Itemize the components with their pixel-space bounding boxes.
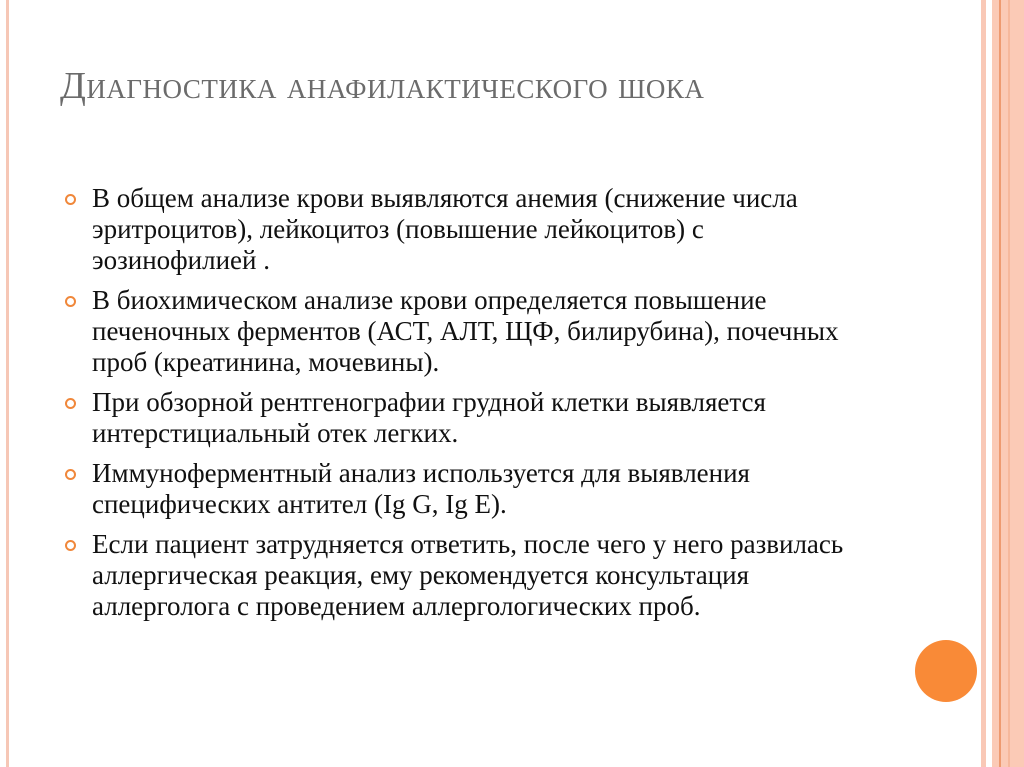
bullet-text: Если пациент затрудняется ответить, после чего у него развилась аллергическая реакция, ему рекомендуется консультация аллерголога с проведением аллергологических проб. — [92, 529, 844, 621]
slide-title: Диагностика анафилактического шока — [60, 65, 705, 107]
bullet-icon — [65, 296, 76, 307]
left-border-line — [6, 0, 9, 767]
bullet-icon — [65, 540, 76, 551]
bullet-text: В общем анализе крови выявляются анемия (снижение числа эритроцитов), лейкоцитоз (повышение лейкоцитов) с эозинофилией . — [92, 183, 798, 275]
list-item — [92, 183, 872, 276]
bullet-icon — [65, 194, 76, 205]
bullet-list — [92, 183, 872, 631]
bullet-icon — [65, 469, 76, 480]
bullet-text: При обзорной рентгенографии грудной клетки выявляется интерстициальный отек легких. — [92, 387, 766, 448]
list-item — [92, 458, 872, 520]
list-item — [92, 285, 872, 378]
list-item — [92, 387, 872, 449]
decor-stripe — [981, 0, 986, 767]
bullet-icon — [65, 398, 76, 409]
bullet-text: В биохимическом анализе крови определяется повышение печеночных ферментов (АСТ, АЛТ, ЩФ, билирубина), почечных проб (креатинина, мочевины). — [92, 285, 839, 377]
decor-stripe-line — [1008, 0, 1010, 767]
list-item — [92, 529, 872, 622]
decor-circle — [915, 640, 977, 702]
decor-stripe-line — [999, 0, 1001, 767]
bullet-text: Иммуноферментный анализ используется для выявления специфических антител (Ig G, Ig E). — [92, 458, 750, 519]
